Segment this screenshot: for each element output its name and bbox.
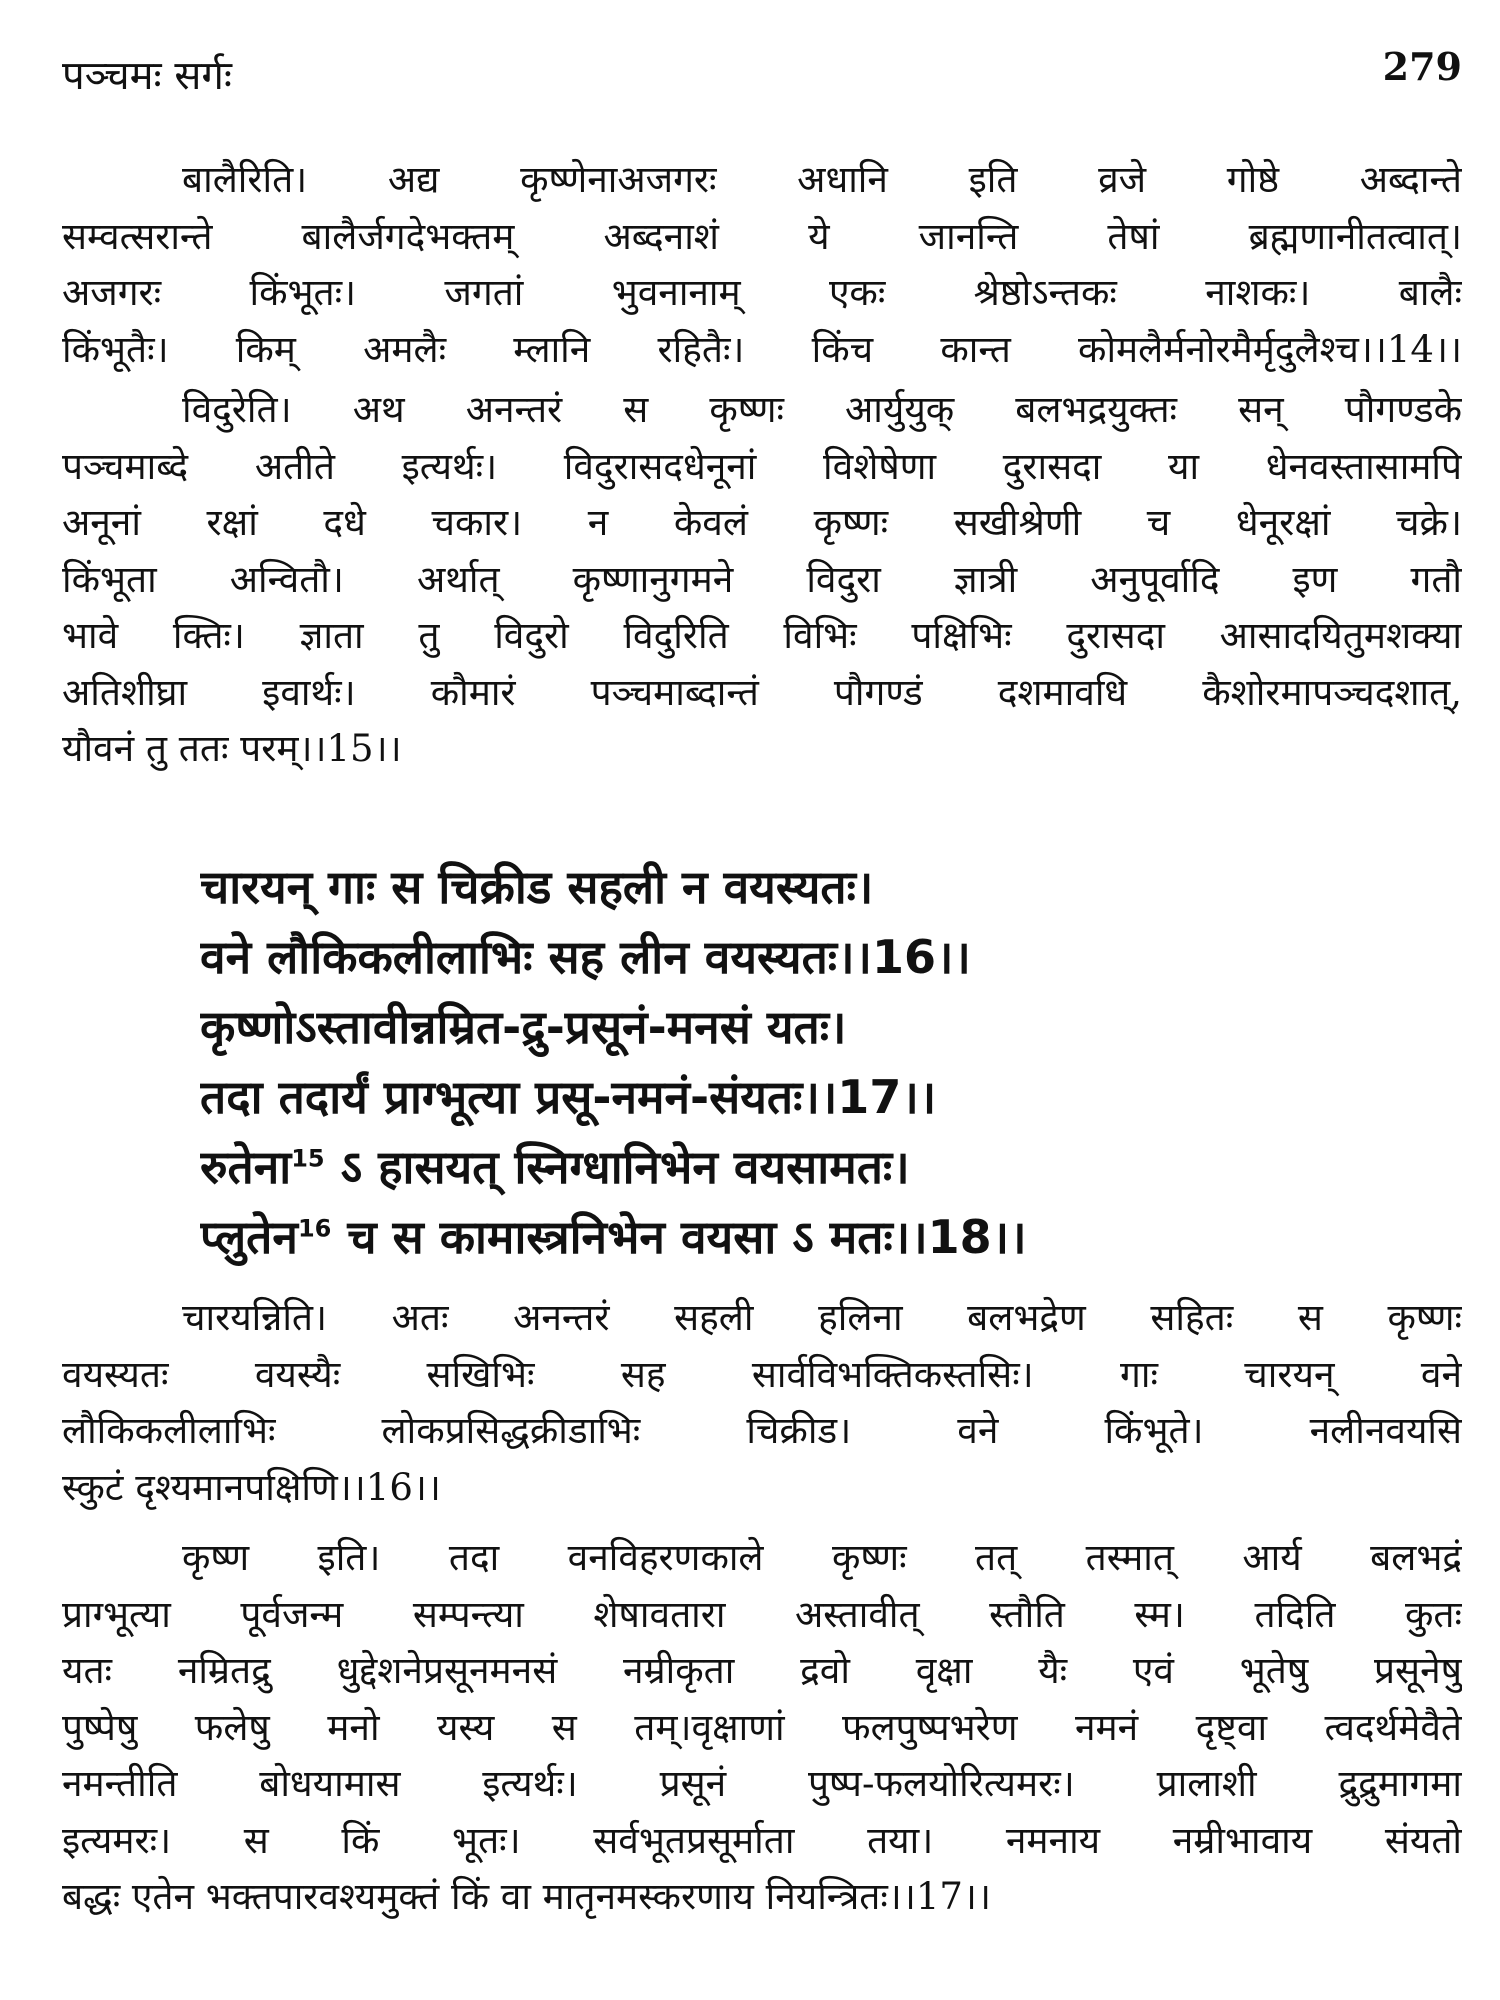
footnote-marker: 16 <box>297 1214 332 1243</box>
text-line: इत्यमरः। स किं भूतः। सर्वभूतप्रसूर्माता तया। नमनाय नम्रीभावाय संयतो <box>62 1818 1462 1862</box>
text-line: कृष्ण इति। तदा वनविहरणकाले कृष्णः तत् तस्मात् आर्य बलभद्रं <box>182 1536 1462 1579</box>
verse-line: वने लौकिकलीलाभिः सह लीन वयस्यतः।।16।। <box>200 930 971 984</box>
chapter-title: पञ्चमः सर्गः <box>62 53 232 99</box>
verse-block <box>200 852 1360 1272</box>
text-line: विदुरेति। अथ अनन्तरं स कृष्णः आर्युयुक् बलभद्रयुक्तः सन् पौगण्डके <box>182 388 1462 431</box>
verse-line: कृष्णोऽस्तावीन्नम्रित-द्रु-प्रसूनं-मनसं यतः। <box>200 1000 847 1054</box>
text-line: अतिशीघ्रा इवार्थः। कौमारं पञ्चमाब्दान्तं पौगण्डं दशमावधि कैशोरमापञ्चदशात्, <box>62 670 1462 714</box>
text-line: अनूनां रक्षां दधे चकार। न केवलं कृष्णः सखीश्रेणी च धेनूरक्षां चक्रे। <box>62 501 1462 544</box>
commentary-15 <box>62 382 1462 778</box>
text-line: सम्वत्सरान्ते बालैर्जगदेभक्तम् अब्दनाशं ये जानन्ति तेषां ब्रह्मणानीतत्वात्। <box>62 214 1462 258</box>
text-line: पञ्चमाब्दे अतीते इत्यर्थः। विदुरासदधेनूनां विशेषेणा दुरासदा या धेनवस्तासामपि <box>62 444 1462 488</box>
text-line: भावे क्तिः। ज्ञाता तु विदुरो विदुरिति विभिः पक्षिभिः दुरासदा आसादयितुमशक्या <box>62 614 1462 657</box>
commentary-17 <box>62 1530 1462 1926</box>
page-number: 279 <box>1382 44 1462 89</box>
verse-line: चारयन् गाः स चिक्रीड सहली न वयस्यतः। <box>200 860 874 914</box>
text-line: यतः नम्रितद्रु धुद्देशनेप्रसूनमनसं नम्रीकृता द्रवो वृक्षा यैः एवं भूतेषु प्रसूनेषु <box>62 1649 1462 1692</box>
verse-text: प्लुतेन <box>200 1210 298 1264</box>
text-line: स्कुटं दृश्यमानपक्षिणि।।16।। <box>62 1465 441 1509</box>
footnote-marker: 15 <box>291 1144 325 1173</box>
text-line: यौवनं तु ततः परम्।।15।। <box>62 727 402 770</box>
commentary-14 <box>62 152 1462 378</box>
verse-line <box>200 1132 1360 1202</box>
text-line: नमन्तीति बोधयामास इत्यर्थः। प्रसूनं पुष्प-फलयोरित्यमरः। प्रालाशी द्रुद्रुमागमा <box>62 1762 1462 1805</box>
text-line: बालैरिति। अद्य कृष्णेनाअजगरः अधानि इति व्रजे गोष्ठे अब्दान्ते <box>182 158 1462 201</box>
verse-line: तदा तदार्यं प्राग्भूत्या प्रसू-नमनं-संयतः।।17।। <box>200 1070 937 1124</box>
verse-text: च स कामास्त्रनिभेन वयसा ऽ मतः।।18।। <box>331 1210 1027 1264</box>
text-line: पुष्पेषु फलेषु मनो यस्य स तम्।वृक्षाणां फलपुष्पभरेण नमनं दृष्ट्वा त्वदर्थमेवैते <box>62 1705 1462 1749</box>
text-line: बद्धः एतेन भक्तपारवश्यमुक्तं किं वा मातृनमस्करणाय नियन्त्रितः।।17।। <box>62 1875 991 1918</box>
text-line: वयस्यतः वयस्यैः सखिभिः सह सार्वविभक्तिकस्तसिः। गाः चारयन् वने <box>62 1352 1462 1396</box>
verse-text: ऽ हासयत् स्निग्धानिभेन वयसामतः। <box>324 1140 910 1194</box>
verse-text: रुतेना <box>200 1140 292 1194</box>
text-line: किंभूतैः। किम् अमलैः म्लानि रहितैः। किंच कान्त कोमलैर्मनोरमैर्मृदुलैश्च।।14।। <box>62 327 1462 371</box>
verse-line <box>200 1202 1360 1272</box>
text-line: अजगरः किंभूतः। जगतां भुवनानाम् एकः श्रेष्ठोऽन्तकः नाशकः। बालैः <box>62 271 1462 314</box>
text-line: लौकिकलीलाभिः लोकप्रसिद्धक्रीडाभिः चिक्रीड। वने किंभूते। नलीनवयसि <box>62 1409 1462 1452</box>
text-line: किंभूता अन्वितौ। अर्थात् कृष्णानुगमने विदुरा ज्ञात्री अनुपूर्वादि इण गतौ <box>62 557 1462 601</box>
text-line: चारयन्निति। अतः अनन्तरं सहली हलिना बलभद्रेण सहितः स कृष्णः <box>182 1296 1462 1339</box>
text-line: प्राग्भूत्या पूर्वजन्म सम्पन्त्या शेषावतारा अस्तावीत् स्तौति स्म। तदिति कुतः <box>62 1592 1462 1636</box>
commentary-16 <box>62 1290 1462 1516</box>
